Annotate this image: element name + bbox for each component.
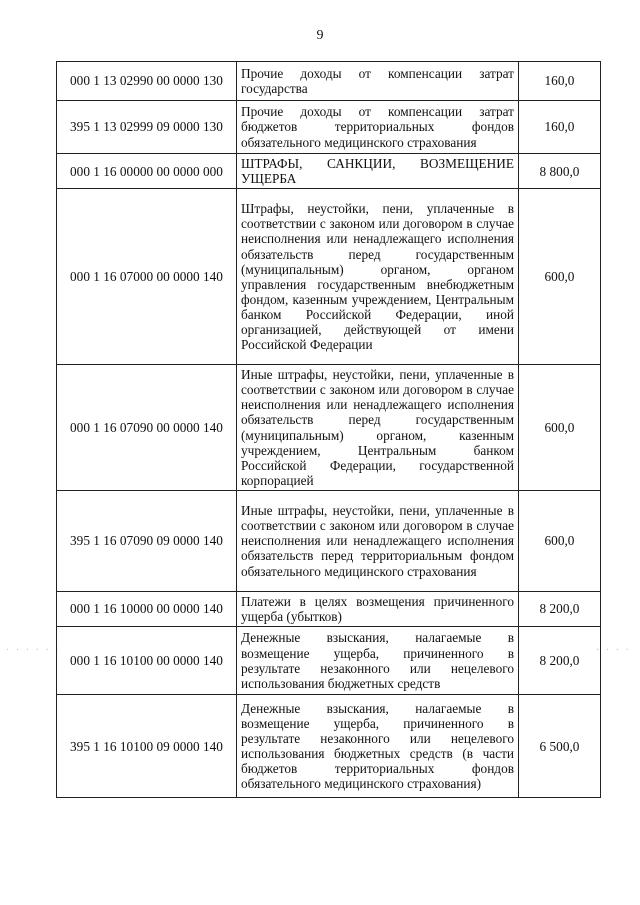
table-row xyxy=(57,627,601,695)
table-row xyxy=(57,101,601,154)
budget-code-cell: 000 1 16 10100 00 0000 140 xyxy=(57,627,237,695)
budget-code-cell: 395 1 16 10100 09 0000 140 xyxy=(57,695,237,798)
amount-cell: 600,0 xyxy=(519,490,601,591)
description-cell: Прочие доходы от компенсации затрат бюджетов территориальных фондов обязательного медицинского страхования xyxy=(237,101,519,154)
description-cell: Иные штрафы, неустойки, пени, уплаченные в соответствии с законом или договором в случае неисполнения или ненадлежащего исполнения обязательств перед территориальным фондом обязательного медицинского страхования xyxy=(237,490,519,591)
table-row xyxy=(57,591,601,626)
amount-cell: 6 500,0 xyxy=(519,695,601,798)
description-cell: Иные штрафы, неустойки, пени, уплаченные в соответствии с законом или договором в случае неисполнения или ненадлежащего исполнения обязательств перед государственным (муниципальным) органом, казенным учреждением, Центральным банком Российской Федерации, государственной корпорацией xyxy=(237,365,519,491)
scan-artifact: · · · · · · xyxy=(6,645,61,656)
amount-cell: 600,0 xyxy=(519,365,601,491)
budget-code-cell: 000 1 16 07000 00 0000 140 xyxy=(57,189,237,365)
budget-revenue-table xyxy=(56,61,601,798)
description-cell: Прочие доходы от компенсации затрат государства xyxy=(237,62,519,101)
table-row xyxy=(57,189,601,365)
budget-code-cell: 000 1 16 10000 00 0000 140 xyxy=(57,591,237,626)
table-row xyxy=(57,490,601,591)
page-number: 9 xyxy=(316,28,324,43)
amount-cell: 8 800,0 xyxy=(519,154,601,189)
amount-cell: 600,0 xyxy=(519,189,601,365)
description-cell: Штрафы, неустойки, пени, уплаченные в соответствии с законом или договором в случае неисполнения или ненадлежащего исполнения обязательств перед государственным (муниципальным) органом, органом управления государственным внебюджетным фондом, казенным учреждением, Центральным банком Российской Федерации, иной организацией, действующей от имени Российской Федерации xyxy=(237,189,519,365)
description-cell: Денежные взыскания, налагаемые в возмещение ущерба, причиненного в результате незаконного или нецелевого использования бюджетных средств (в части бюджетов территориальных фондов обязательного медицинского страхования) xyxy=(237,695,519,798)
table-row xyxy=(57,365,601,491)
amount-cell: 160,0 xyxy=(519,101,601,154)
budget-code-cell: 395 1 16 07090 09 0000 140 xyxy=(57,490,237,591)
amount-cell: 8 200,0 xyxy=(519,627,601,695)
table-row xyxy=(57,62,601,101)
description-cell: Платежи в целях возмещения причиненного ущерба (убытков) xyxy=(237,591,519,626)
description-cell: ШТРАФЫ, САНКЦИИ, ВОЗМЕЩЕНИЕ УЩЕРБА xyxy=(237,154,519,189)
budget-code-cell: 000 1 16 00000 00 0000 000 xyxy=(57,154,237,189)
budget-code-cell: 000 1 16 07090 00 0000 140 xyxy=(57,365,237,491)
amount-cell: 8 200,0 xyxy=(519,591,601,626)
amount-cell: 160,0 xyxy=(519,62,601,101)
description-cell: Денежные взыскания, налагаемые в возмещение ущерба, причиненного в результате незаконного или нецелевого использования бюджетных средств xyxy=(237,627,519,695)
budget-code-cell: 000 1 13 02990 00 0000 130 xyxy=(57,62,237,101)
table-row xyxy=(57,695,601,798)
table-row xyxy=(57,154,601,189)
scan-artifact: · · · · xyxy=(596,645,631,656)
budget-code-cell: 395 1 13 02999 09 0000 130 xyxy=(57,101,237,154)
